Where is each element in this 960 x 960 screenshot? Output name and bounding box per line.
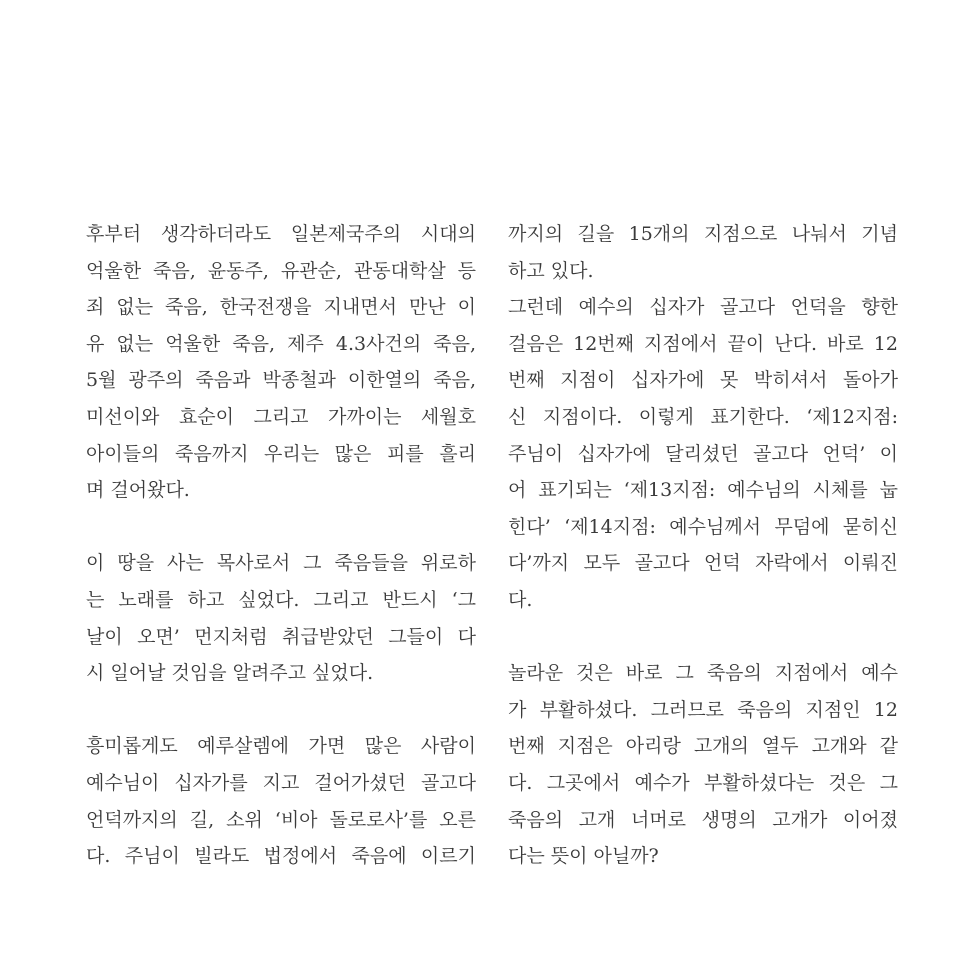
text-line: 언덕까지의 길, 소위 ‘비아 돌로로사’를 오른 [86, 808, 476, 831]
text-line: 이 땅을 사는 목사로서 그 죽음들을 위로하 [86, 552, 476, 575]
left-column [86, 216, 476, 875]
paragraph-gap [86, 692, 476, 729]
text-line: 다. 그곳에서 예수가 부활하셨다는 것은 그 [508, 771, 898, 794]
text-line: 억울한 죽음, 윤동주, 유관순, 관동대학살 등 [86, 259, 476, 282]
text-line: 시 일어날 것임을 알려주고 싶었다. [86, 662, 374, 685]
text-line: 다’까지 모두 골고다 언덕 자락에서 이뤄진 [508, 552, 898, 575]
text-line: 걸음은 12번째 지점에서 끝이 난다. 바로 12 [508, 332, 898, 355]
text-line: 죽음의 고개 너머로 생명의 고개가 이어졌 [508, 808, 898, 831]
text-line: 가 부활하셨다. 그러므로 죽음의 지점인 12 [508, 698, 898, 721]
text-line: 다는 뜻이 아닐까? [508, 845, 659, 868]
paragraph [86, 216, 476, 509]
text-line: 어 표기되는 ‘제13지점: 예수님의 시체를 눕 [508, 479, 898, 502]
right-column [508, 216, 898, 875]
text-line: 놀라운 것은 바로 그 죽음의 지점에서 예수 [508, 662, 898, 685]
text-line: 흥미롭게도 예루살렘에 가면 많은 사람이 [86, 735, 476, 758]
text-line: 다. 주님이 빌라도 법정에서 죽음에 이르기 [86, 845, 476, 868]
text-line: 는 노래를 하고 싶었다. 그리고 반드시 ‘그 [86, 588, 476, 611]
text-line: 신 지점이다. 이렇게 표기한다. ‘제12지점: [508, 405, 898, 428]
paragraph [86, 545, 476, 691]
text-line: 번째 지점이 십자가에 못 박히셔서 돌아가 [508, 369, 898, 392]
paragraph [508, 655, 898, 875]
paragraph [508, 216, 898, 619]
text-line: 그런데 예수의 십자가 골고다 언덕을 향한 [508, 296, 898, 319]
text-line: 며 걸어왔다. [86, 479, 190, 502]
text-line: 번째 지점은 아리랑 고개의 열두 고개와 같 [508, 735, 898, 758]
paragraph-gap [86, 509, 476, 546]
text-line: 후부터 생각하더라도 일본제국주의 시대의 [86, 223, 476, 245]
text-line: 다. [508, 588, 533, 611]
text-line: 주님이 십자가에 달리셨던 골고다 언덕’ 이 [508, 442, 898, 465]
text-line: 날이 오면’ 먼지처럼 취급받았던 그들이 다 [86, 625, 476, 648]
text-line: 유 없는 억울한 죽음, 제주 4.3사건의 죽음, [86, 332, 476, 355]
paragraph [86, 728, 476, 874]
text-line: 죄 없는 죽음, 한국전쟁을 지내면서 만난 이 [86, 296, 476, 319]
paragraph-gap [508, 619, 898, 656]
text-line: 예수님이 십자가를 지고 걸어가셨던 골고다 [86, 771, 476, 794]
text-line: 아이들의 죽음까지 우리는 많은 피를 흘리 [86, 442, 476, 465]
text-line: 5월 광주의 죽음과 박종철과 이한열의 죽음, [86, 369, 476, 392]
text-line: 까지의 길을 15개의 지점으로 나눠서 기념 [508, 223, 898, 245]
text-line: 힌다’ ‘제14지점: 예수님께서 무덤에 묻히신 [508, 515, 898, 538]
text-line: 미선이와 효순이 그리고 가까이는 세월호 [86, 405, 476, 428]
text-line: 하고 있다. [508, 259, 594, 282]
